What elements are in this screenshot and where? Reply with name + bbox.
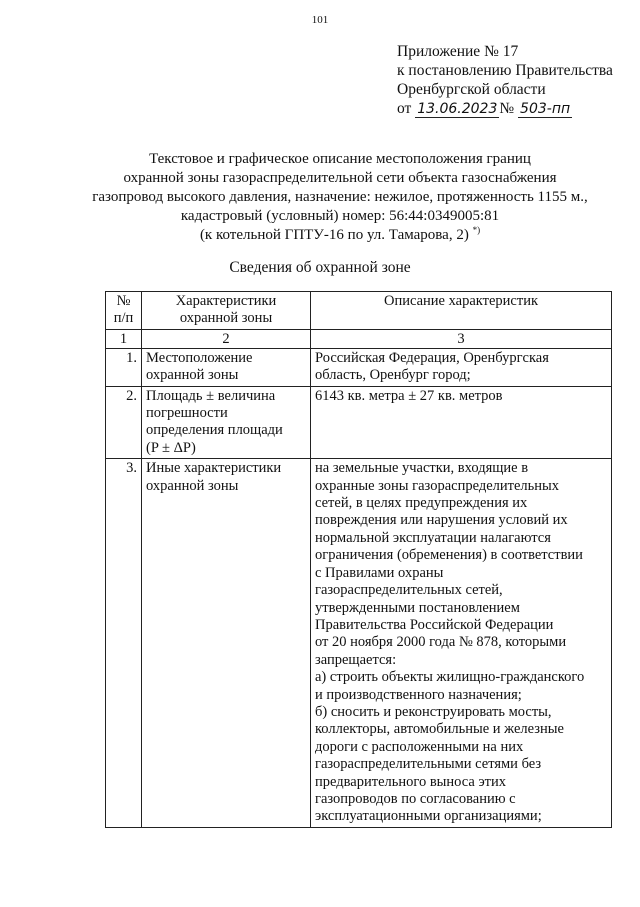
row-number: 2. bbox=[106, 386, 142, 459]
row-characteristic: Площадь ± величина погрешности определения площади (P ± ΔP) bbox=[142, 386, 311, 459]
title-line: кадастровый (условный) номер: 56:44:0349005:81 bbox=[180, 208, 500, 224]
row-description: Российская Федерация, Оренбургская область, Оренбург город; bbox=[311, 348, 612, 386]
protection-zone-table bbox=[105, 291, 612, 828]
page-number: 101 bbox=[311, 14, 329, 26]
title-line: газопровод высокого давления, назначение: нежилое, протяженность 1155 м., bbox=[92, 189, 588, 205]
title-line: Текстовое и графическое описание местоположения границ bbox=[149, 151, 531, 167]
handwritten-number: 503-пп bbox=[520, 101, 571, 117]
table-header-row bbox=[106, 292, 612, 330]
row-description: на земельные участки, входящие в охранные зоны газораспределительных сетей, в целях предупреждения их повреждения или нарушения условий их нормальной эксплуатации налагаются ограничения (обременения) в соответствии с Правилами охраны газораспределительных сетей, утвержденными постановлением Правительства Российской Федерации от 20 ноября 2000 года № 878, которыми запрещается: а) строить объекты жилищно-гражданского и производственного назначения; б) сносить и реконструировать мосты, коллекторы, автомобильные и железные дороги с расположенными на них газораспределительными сетями без предварительного выноса этих газопроводов по согласованию с эксплуатационными организациями; bbox=[311, 459, 612, 828]
row-description: 6143 кв. метра ± 27 кв. метров bbox=[311, 386, 612, 459]
title-line-text: (к котельной ГПТУ-16 по ул. Тамарова, 2) bbox=[199, 227, 469, 243]
header-description: Описание характеристик bbox=[311, 292, 612, 330]
title-line: охранной зоны газораспределительной сети объекта газоснабжения bbox=[123, 170, 557, 186]
row-number: 3. bbox=[106, 459, 142, 828]
appendix-block bbox=[397, 42, 637, 118]
document-title bbox=[40, 150, 640, 245]
section-subtitle: Сведения об охранной зоне bbox=[229, 259, 411, 276]
number-prefix: № bbox=[499, 100, 515, 117]
title-line-last bbox=[40, 226, 640, 245]
appendix-region: Оренбургской области bbox=[397, 81, 546, 98]
column-number: 2 bbox=[142, 329, 311, 348]
header-number: № п/п bbox=[106, 292, 142, 330]
handwritten-date: 13.06.2023 bbox=[417, 101, 498, 117]
row-characteristic: Местоположение охранной зоны bbox=[142, 348, 311, 386]
table-row bbox=[106, 386, 612, 459]
table-row bbox=[106, 459, 612, 828]
row-characteristic: Иные характеристики охранной зоны bbox=[142, 459, 311, 828]
table-row bbox=[106, 348, 612, 386]
appendix-title: Приложение № 17 bbox=[397, 43, 519, 60]
footnote-mark: *) bbox=[472, 225, 481, 235]
appendix-date-line bbox=[397, 99, 637, 118]
header-characteristics: Характеристики охранной зоны bbox=[142, 292, 311, 330]
row-number: 1. bbox=[106, 348, 142, 386]
column-number: 3 bbox=[311, 329, 612, 348]
date-prefix: от bbox=[397, 100, 412, 117]
column-number: 1 bbox=[106, 329, 142, 348]
appendix-reference: к постановлению Правительства bbox=[397, 62, 613, 79]
column-number-row bbox=[106, 329, 612, 348]
